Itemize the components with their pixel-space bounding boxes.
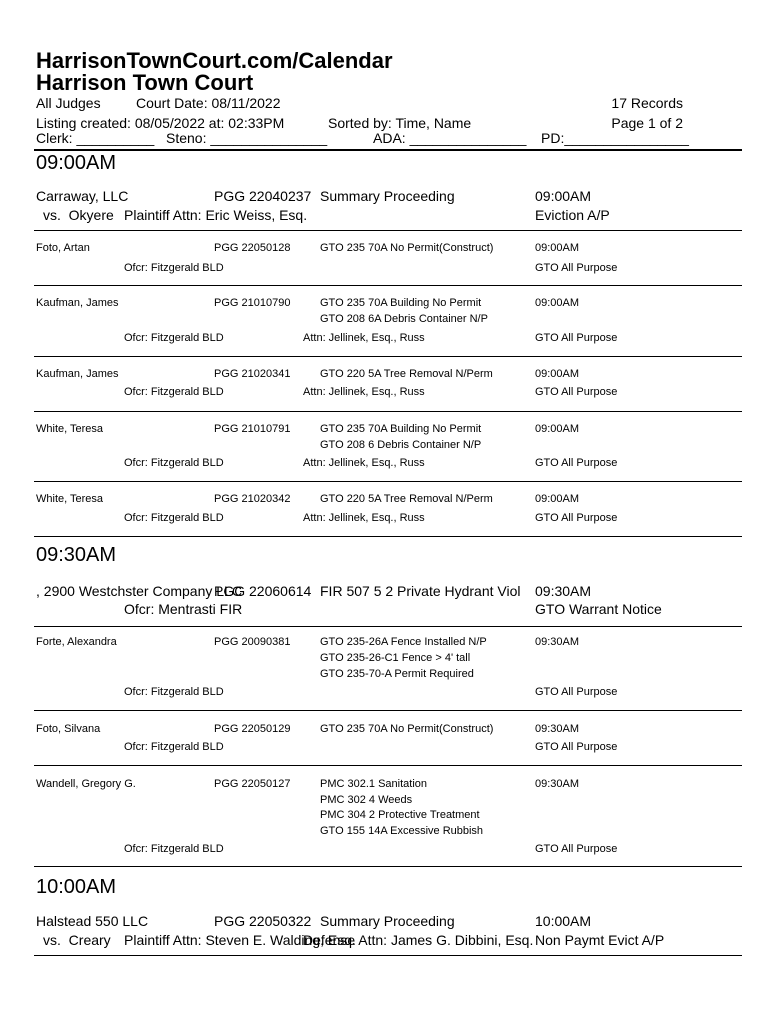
party-name: Foto, Silvana: [36, 723, 101, 735]
party-name: , 2900 Westchster Company LLC: [36, 583, 242, 599]
appearance-time: 09:00AM: [535, 368, 580, 380]
case-type: Non Paymt Evict A/P: [535, 932, 665, 948]
case-type: GTO Warrant Notice: [535, 601, 662, 617]
entry-divider: [34, 536, 742, 537]
case-type: GTO All Purpose: [535, 512, 618, 524]
listing-created: Listing created: 08/05/2022 at: 02:33PM: [36, 115, 285, 131]
page-number: Page 1 of 2: [611, 115, 683, 131]
officer: Ofcr: Fitzgerald BLD: [124, 512, 224, 524]
case-number: PGG 22060614: [214, 583, 312, 599]
court-name: Harrison Town Court: [36, 70, 254, 95]
charge: Summary Proceeding: [320, 913, 455, 929]
charge: PMC 304 2 Protective Treatment: [320, 809, 480, 821]
case-number: PGG 21010790: [214, 297, 291, 309]
officer: Ofcr: Fitzgerald BLD: [124, 686, 224, 698]
case-number: PGG 22050128: [214, 242, 291, 254]
party-name: Kaufman, James: [36, 368, 119, 380]
officer: Ofcr: Fitzgerald BLD: [124, 386, 224, 398]
appearance-time: 09:30AM: [535, 723, 580, 735]
entry-divider: [34, 411, 742, 412]
charge: GTO 235-70-A Permit Required: [320, 668, 474, 680]
charge: GTO 235 70A No Permit(Construct): [320, 242, 494, 254]
entry-divider: [34, 356, 742, 357]
charge: GTO 155 14A Excessive Rubbish: [320, 825, 484, 837]
charge: GTO 235 70A Building No Permit: [320, 297, 482, 309]
charge: GTO 208 6A Debris Container N/P: [320, 313, 488, 325]
appearance-time: 09:00AM: [535, 493, 580, 505]
attorney: Attn: Jellinek, Esq., Russ: [303, 512, 425, 524]
entry-divider: [34, 710, 742, 711]
officer: Ofcr: Fitzgerald BLD: [124, 741, 224, 753]
case-type: GTO All Purpose: [535, 741, 618, 753]
charge: GTO 208 6 Debris Container N/P: [320, 439, 482, 451]
plaintiff-attorney: Plaintiff Attn: Eric Weiss, Esq.: [124, 207, 308, 223]
appearance-time: 09:00AM: [535, 242, 580, 254]
officer: Ofcr: Mentrasti FIR: [124, 601, 243, 617]
entry-divider: [34, 481, 742, 482]
officer: Ofcr: Fitzgerald BLD: [124, 457, 224, 469]
attorney: Attn: Jellinek, Esq., Russ: [303, 332, 425, 344]
case-number: PGG 22040237: [214, 188, 312, 204]
officer: Ofcr: Fitzgerald BLD: [124, 332, 224, 344]
charge: GTO 235-26A Fence Installed N/P: [320, 636, 487, 648]
clerk-field: Clerk: __________: [36, 130, 155, 146]
time-section-heading: 09:30AM: [36, 544, 117, 566]
records-count: 17 Records: [611, 95, 683, 111]
case-number: PGG 22050127: [214, 778, 291, 790]
appearance-time: 10:00AM: [535, 913, 592, 929]
case-number: PGG 22050322: [214, 913, 312, 929]
case-number: PGG 21010791: [214, 423, 291, 435]
case-type: GTO All Purpose: [535, 843, 618, 855]
charge: FIR 507 5 2 Private Hydrant Viol: [320, 583, 521, 599]
charge: GTO 235-26-C1 Fence > 4' tall: [320, 652, 471, 664]
judges-filter: All Judges: [36, 95, 101, 111]
appearance-time: 09:30AM: [535, 778, 580, 790]
appearance-time: 09:00AM: [535, 297, 580, 309]
party-name: Wandell, Gregory G.: [36, 778, 136, 790]
defendant-name: Okyere: [68, 207, 114, 223]
case-number: PGG 21020341: [214, 368, 291, 380]
party-name: Kaufman, James: [36, 297, 119, 309]
party-name: Halstead 550 LLC: [36, 913, 149, 929]
case-type: GTO All Purpose: [535, 386, 618, 398]
appearance-time: 09:30AM: [535, 636, 580, 648]
attorney: Attn: Jellinek, Esq., Russ: [303, 457, 425, 469]
case-type: GTO All Purpose: [535, 332, 618, 344]
header-divider: [34, 149, 742, 151]
entry-divider: [34, 230, 742, 231]
charge: GTO 235 70A Building No Permit: [320, 423, 482, 435]
entry-divider: [34, 866, 742, 867]
steno-field: Steno: _______________: [166, 130, 328, 146]
charge: PMC 302 4 Weeds: [320, 794, 413, 806]
entry-divider: [34, 955, 742, 956]
officer: Ofcr: Fitzgerald BLD: [124, 262, 224, 274]
time-section-heading: 09:00AM: [36, 152, 117, 174]
party-name: White, Teresa: [36, 493, 104, 505]
case-type: GTO All Purpose: [535, 686, 618, 698]
pd-field: PD:________________: [541, 130, 689, 146]
case-number: PGG 20090381: [214, 636, 291, 648]
party-name: White, Teresa: [36, 423, 104, 435]
charge: GTO 220 5A Tree Removal N/Perm: [320, 368, 493, 380]
party-name: Foto, Artan: [36, 242, 90, 254]
entry-divider: [34, 765, 742, 766]
case-number: PGG 21020342: [214, 493, 291, 505]
case-type: GTO All Purpose: [535, 457, 618, 469]
appearance-time: 09:00AM: [535, 423, 580, 435]
case-type: Eviction A/P: [535, 207, 610, 223]
entry-divider: [34, 626, 742, 627]
officer: Ofcr: Fitzgerald BLD: [124, 843, 224, 855]
appearance-time: 09:00AM: [535, 188, 592, 204]
entry-divider: [34, 285, 742, 286]
charge: GTO 235 70A No Permit(Construct): [320, 723, 494, 735]
time-section-heading: 10:00AM: [36, 876, 117, 898]
court-date: Court Date: 08/11/2022: [136, 95, 281, 111]
charge: PMC 302.1 Sanitation: [320, 778, 428, 790]
site-url-title: HarrisonTownCourt.com/Calendar: [36, 48, 393, 73]
vs-label: vs. Creary: [43, 932, 111, 948]
charge: Summary Proceeding: [320, 188, 455, 204]
case-type: GTO All Purpose: [535, 262, 618, 274]
appearance-time: 09:30AM: [535, 583, 592, 599]
sorted-by: Sorted by: Time, Name: [328, 115, 472, 131]
vs-label: vs. Okyere: [43, 207, 114, 223]
attorney: Attn: Jellinek, Esq., Russ: [303, 386, 425, 398]
party-name: Forte, Alexandra: [36, 636, 117, 648]
defense-attorney: Defense Attn: James G. Dibbini, Esq.: [303, 932, 534, 948]
defendant-name: Creary: [68, 932, 111, 948]
plaintiff-attorney: Plaintiff Attn: Steven E. Walding, Esq.: [124, 932, 356, 948]
ada-field: ADA: _______________: [373, 130, 527, 146]
charge: GTO 220 5A Tree Removal N/Perm: [320, 493, 493, 505]
party-name: Carraway, LLC: [36, 188, 129, 204]
case-number: PGG 22050129: [214, 723, 291, 735]
